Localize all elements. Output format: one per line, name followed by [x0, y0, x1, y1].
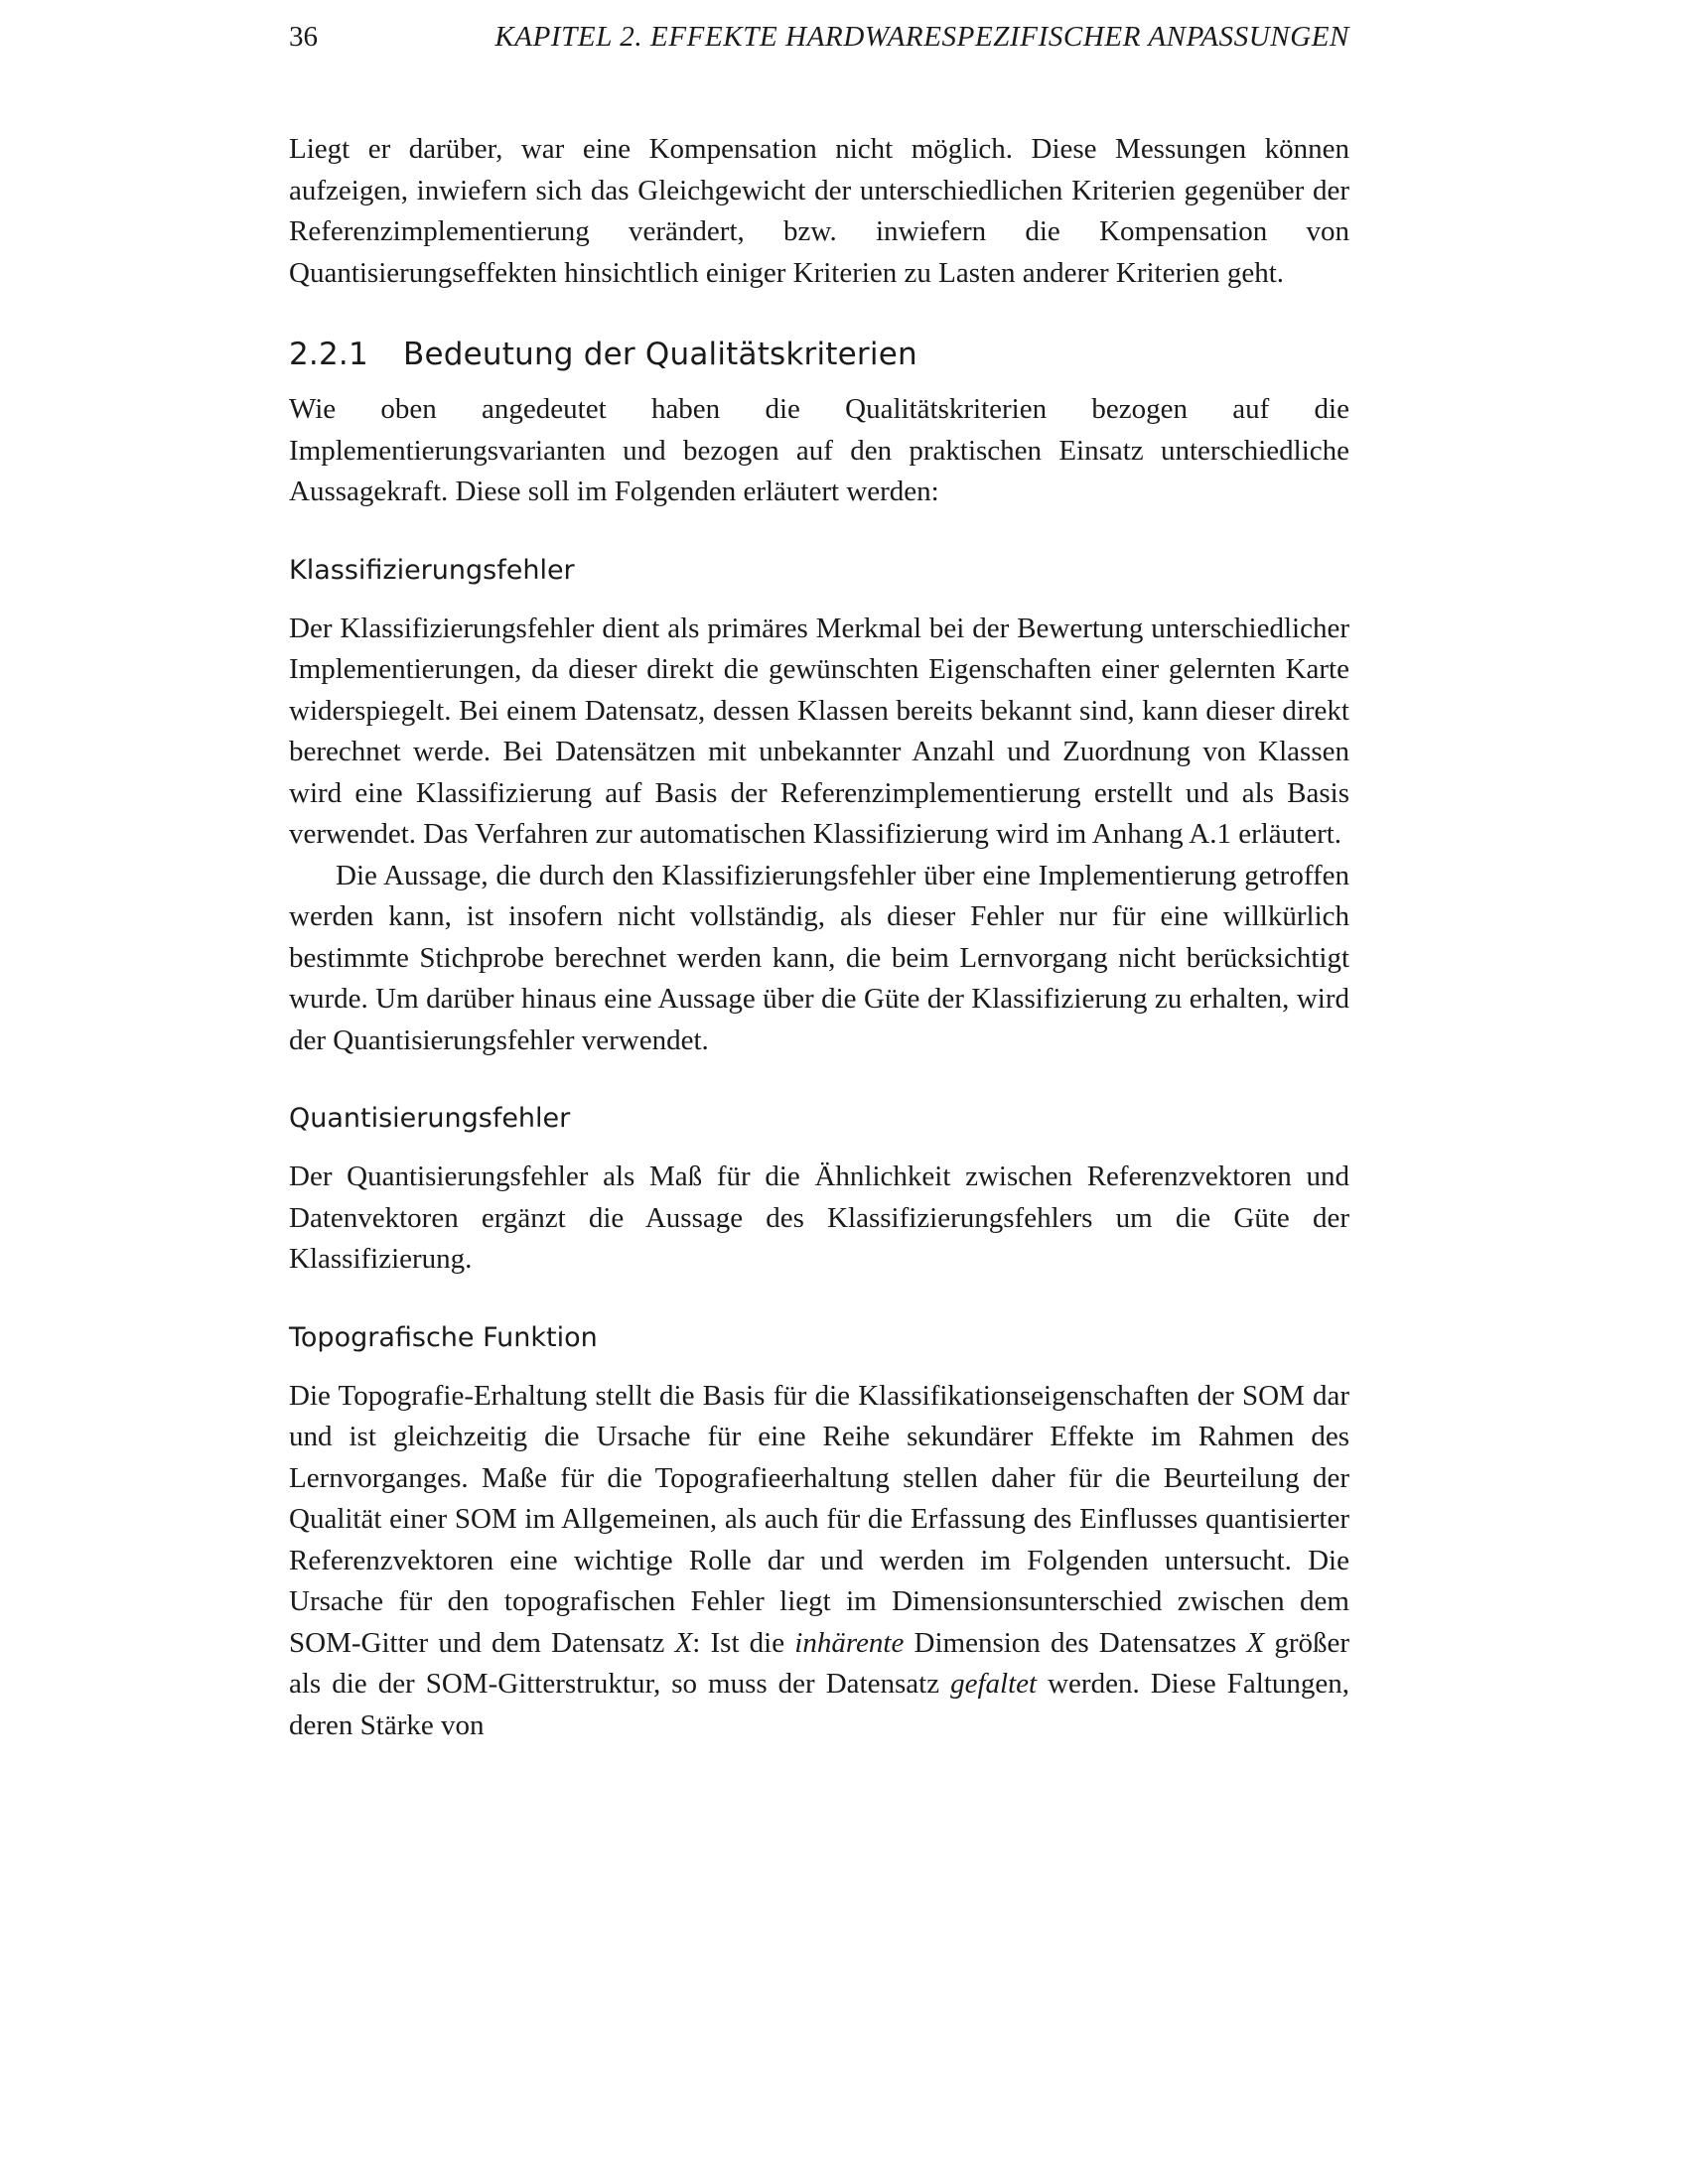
page-number: 36 [289, 21, 318, 53]
section-heading [289, 332, 1349, 377]
subheading-klassifizierungsfehler: Klassifizierungsfehler [289, 554, 575, 586]
klassifizierungsfehler-paragraph-2: Die Aussage, die durch den Klassifizierungsfehler über eine Implementierung getroffen werden kann, ist insofern nicht vollständig, als dieser Fehler nur für eine willkürlich bestimmte Stichprobe berechnet werden kann, die beim Lernvorgang nicht berücksichtigt wurde. Um darüber hinaus eine Aussage über die Güte der Klassifizierung zu erhalten, wird der Quantisierungsfehler verwendet. [289, 859, 1349, 1056]
running-header [289, 14, 1349, 60]
body-text [289, 129, 1349, 1746]
math-variable-x: X [1246, 1626, 1265, 1659]
quantisierungsfehler-paragraph: Der Quantisierungsfehler als Maß für die Ähnlichkeit zwischen Referenzvektoren und Datenvektoren ergänzt die Aussage des Klassifizierungsfehlers um die Güte der Klassifizierung. [289, 1160, 1349, 1275]
section-intro-paragraph: Wie oben angedeutet haben die Qualitätskriterien bezogen auf die Implementierungsvarianten und bezogen auf den praktischen Einsatz unterschiedliche Aussagekraft. Diese soll im Folgenden erläutert werden: [289, 393, 1349, 507]
topografie-text-1: Die Topografie-Erhaltung stellt die Basis für die Klassifikationseigenschaften der SOM dar und ist gleichzeitig die Ursache für eine Reihe sekundärer Effekte im Rahmen des Lernvorganges. Maße für die Topografieerhaltung stellen daher für die Beurteilung der Qualität einer SOM im Allgemeinen, als auch für die Erfassung des Einflusses quantisierter Referenzvektoren eine wichtige Rolle dar und werden im Folgenden untersucht. Die Ursache für den topografischen Fehler liegt im Dimensionsunterschied zwischen dem SOM-Gitter und dem Datensatz [289, 1379, 1349, 1659]
intro-paragraph: Liegt er darüber, war eine Kompensation nicht möglich. Diese Messungen können aufzeigen, inwiefern sich das Gleichgewicht der unterschiedlichen Kriterien gegenüber der Referenzimplementierung verändert, bzw. inwiefern die Kompensation von Quantisierungseffekten hinsichtlich einiger Kriterien zu Lasten anderer Kriterien geht. [289, 133, 1349, 289]
emphasis-gefaltet: gefaltet [950, 1668, 1038, 1700]
math-variable-x: X [674, 1626, 693, 1659]
klassifizierungsfehler-paragraph-1: Der Klassifizierungsfehler dient als primäres Merkmal bei der Bewertung unterschiedlicher Implementierungen, da dieser direkt die gewünschten Eigenschaften einer gelernten Karte widerspiegelt. Bei einem Datensatz, dessen Klassen bereits bekannt sind, kann dieser direkt berechnet werde. Bei Datensätzen mit unbekannter Anzahl und Zuordnung von Klassen wird eine Klassifizierung auf Basis der Referenzimplementierung erstellt und als Basis verwendet. Das Verfahren zur automatischen Klassifizierung wird im Anhang A.1 erläutert. [289, 612, 1349, 850]
subheading-topografische-funktion: Topografische Funktion [289, 1321, 598, 1353]
topografie-text-2: : Ist die [692, 1626, 795, 1659]
topografie-text-4: größer als die der SOM-Gitterstruktur, so muss der Datensatz [289, 1626, 1350, 1700]
subheading-quantisierungsfehler: Quantisierungsfehler [289, 1103, 571, 1134]
emphasis-inhaerente: inhärente [794, 1626, 905, 1659]
topografie-paragraph [289, 1376, 1349, 1747]
topografie-text-3: Dimension des Datensatzes [904, 1626, 1247, 1659]
topografie-text-5: werden. Diese Faltungen, deren Stärke von [289, 1668, 1350, 1741]
chapter-title: KAPITEL 2. EFFEKTE HARDWARESPEZIFISCHER ANPASSUNGEN [494, 21, 1349, 53]
section-title: Bedeutung der Qualitätskriterien [403, 337, 917, 372]
section-number: 2.2.1 [289, 337, 368, 372]
